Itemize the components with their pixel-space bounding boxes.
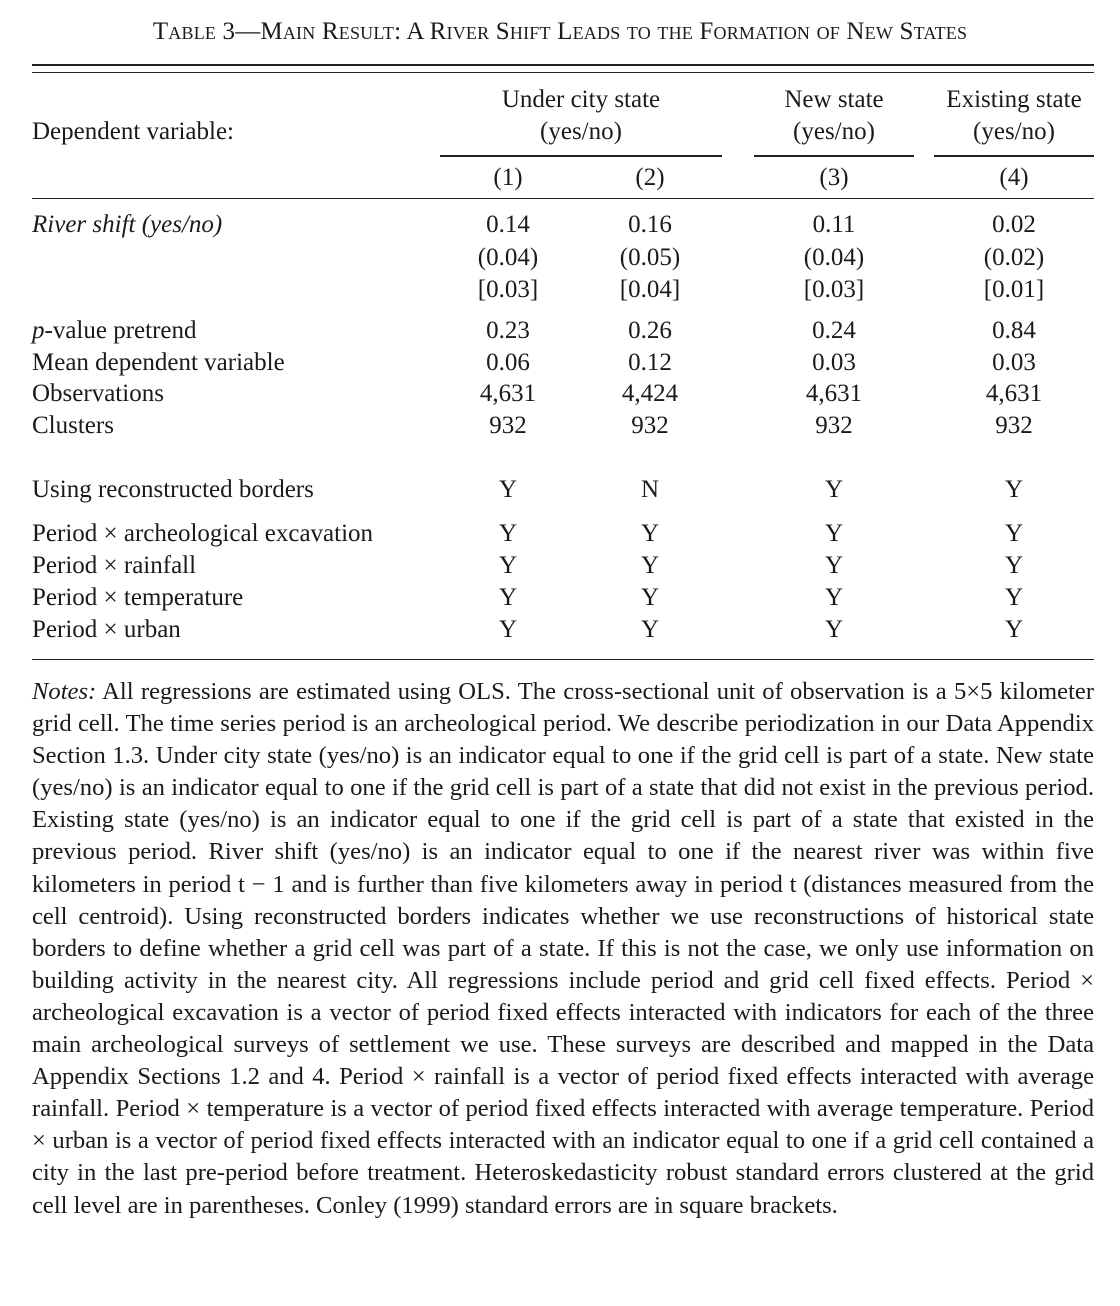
- control-borders-col2: N: [640, 476, 660, 503]
- control-label-rainfall: Period × rainfall: [32, 552, 197, 579]
- control-rainfall-col3: Y: [824, 552, 844, 579]
- control-rainfall-col4: Y: [1004, 552, 1024, 579]
- group-rule-new-state: [754, 155, 914, 157]
- stat-label-clusters: Clusters: [32, 412, 114, 439]
- control-urban-col1: Y: [498, 616, 518, 643]
- conley-col3: [0.03]: [803, 276, 865, 303]
- group-existing-state-line2: (yes/no): [973, 118, 1055, 145]
- bottom-rule: [32, 659, 1094, 660]
- se-col3: (0.04): [803, 244, 865, 271]
- control-rainfall-col1: Y: [498, 552, 518, 579]
- stat-clusters-col2: 932: [631, 412, 669, 439]
- stat-pvalue-col1: 0.23: [486, 317, 530, 344]
- stat-pvalue-col3: 0.24: [812, 317, 856, 344]
- conley-col2: [0.04]: [619, 276, 681, 303]
- control-borders-col3: Y: [824, 476, 844, 503]
- stat-mean-col3: 0.03: [812, 349, 856, 376]
- stat-label-pvalue-text: -value pretrend: [44, 317, 197, 344]
- control-excavation-col2: Y: [640, 520, 660, 547]
- se-col1: (0.04): [477, 244, 539, 271]
- table-title-text: Table 3—Main Result: A River Shift Leads to the Formation of New States: [152, 18, 968, 45]
- header-rule: [32, 198, 1094, 199]
- conley-col4: [0.01]: [983, 276, 1045, 303]
- stat-observations-col3: 4,631: [805, 380, 863, 407]
- stat-mean-col1: 0.06: [486, 349, 530, 376]
- coef-col4: 0.02: [992, 211, 1036, 238]
- conley-col1: [0.03]: [477, 276, 539, 303]
- stat-clusters-col3: 932: [815, 412, 853, 439]
- control-label-borders: Using reconstructed borders: [32, 476, 314, 503]
- col-number-3: (3): [819, 164, 849, 191]
- stat-clusters-col4: 932: [995, 412, 1033, 439]
- control-rainfall-col2: Y: [640, 552, 660, 579]
- stat-pvalue-col2: 0.26: [628, 317, 672, 344]
- col-number-2: (2): [635, 164, 665, 191]
- group-new-state-line1: New state: [784, 86, 884, 113]
- se-col2: (0.05): [619, 244, 681, 271]
- control-excavation-col1: Y: [498, 520, 518, 547]
- col-number-4: (4): [999, 164, 1029, 191]
- dependent-variable-label: Dependent variable:: [32, 118, 234, 145]
- stat-pvalue-col4: 0.84: [992, 317, 1036, 344]
- stat-label-observations: Observations: [32, 380, 164, 407]
- stat-clusters-col1: 932: [489, 412, 527, 439]
- stat-observations-col4: 4,631: [985, 380, 1043, 407]
- table-title: [0, 18, 1120, 46]
- control-borders-col4: Y: [1004, 476, 1024, 503]
- group-rule-existing-state: [934, 155, 1094, 157]
- control-temperature-col4: Y: [1004, 584, 1024, 611]
- control-temperature-col3: Y: [824, 584, 844, 611]
- stat-label-pvalue-prefix: p: [32, 317, 45, 344]
- control-excavation-col4: Y: [1004, 520, 1024, 547]
- stat-mean-col2: 0.12: [628, 349, 672, 376]
- se-col4: (0.02): [983, 244, 1045, 271]
- group-new-state-line2: (yes/no): [793, 118, 875, 145]
- control-label-excavation: Period × archeological excavation: [32, 520, 374, 547]
- control-urban-col3: Y: [824, 616, 844, 643]
- stat-mean-col4: 0.03: [992, 349, 1036, 376]
- table-notes: [32, 676, 1094, 1222]
- col-number-1: (1): [493, 164, 523, 191]
- group-under-city-state-line2: (yes/no): [540, 118, 622, 145]
- control-urban-col4: Y: [1004, 616, 1024, 643]
- group-existing-state-line1: Existing state: [946, 86, 1082, 113]
- coef-col2: 0.16: [628, 211, 672, 238]
- control-temperature-col2: Y: [640, 584, 660, 611]
- control-urban-col2: Y: [640, 616, 660, 643]
- stat-label-pvalue: [32, 315, 197, 347]
- group-rule-under-city-state: [440, 155, 722, 157]
- notes-text: All regressions are estimated using OLS. The cross-sectional unit of observation is a 5×5 kilometer grid cell. The time series period is an archeological period. We describe periodization in our Data Appendix Section 1.3. Under city state (yes/no) is an indicator equal to one if the grid cell is part of a state. New state (yes/no) is an indicator equal to one if the grid cell is part of a state that did not exist in the previous period. Existing state (yes/no) is an indicator equal to one if the grid cell is part of a state that existed in the previous period. River shift (yes/no) is an indicator equal to one if the nearest river was within five kilometers in period t − 1 and is further than five kilometers away in period t (distances measured from the cell centroid). Using reconstructed borders indicates whether we use reconstructions of historical state borders to define whether a grid cell was part of a state. If this is not the case, we only use information on building activity in the nearest city. All regressions include period and grid cell fixed effects. Period × archeological excavation is a vector of period fixed effects interacted with indicators for each of the three main archeological surveys of settlement we use. These surveys are described and mapped in the Data Appendix Sections 1.2 and 4. Period × rainfall is a vector of period fixed effects interacted with average rainfall. Period × temperature is a vector of period fixed effects interacted with average temperature. Period × urban is a vector of period fixed effects interacted with an indicator equal to one if a grid cell contained a city in the last pre-period before treatment. Heteroskedasticity robust standard errors clustered at the grid cell level are in parentheses. Conley (1999) standard errors are in square brackets.: [32, 678, 1095, 1219]
- coef-col3: 0.11: [812, 211, 856, 238]
- control-label-urban: Period × urban: [32, 616, 181, 643]
- stat-observations-col1: 4,631: [479, 380, 537, 407]
- river-shift-label: River shift (yes/no): [32, 211, 223, 238]
- control-excavation-col3: Y: [824, 520, 844, 547]
- top-rule: [32, 64, 1094, 66]
- coef-col1: 0.14: [486, 211, 530, 238]
- control-borders-col1: Y: [498, 476, 518, 503]
- control-label-temperature: Period × temperature: [32, 584, 244, 611]
- group-under-city-state-line1: Under city state: [501, 86, 661, 113]
- notes-label: Notes:: [32, 678, 97, 705]
- stat-label-mean: Mean dependent variable: [32, 349, 285, 376]
- top-rule-inner: [32, 72, 1094, 73]
- control-temperature-col1: Y: [498, 584, 518, 611]
- stat-observations-col2: 4,424: [621, 380, 679, 407]
